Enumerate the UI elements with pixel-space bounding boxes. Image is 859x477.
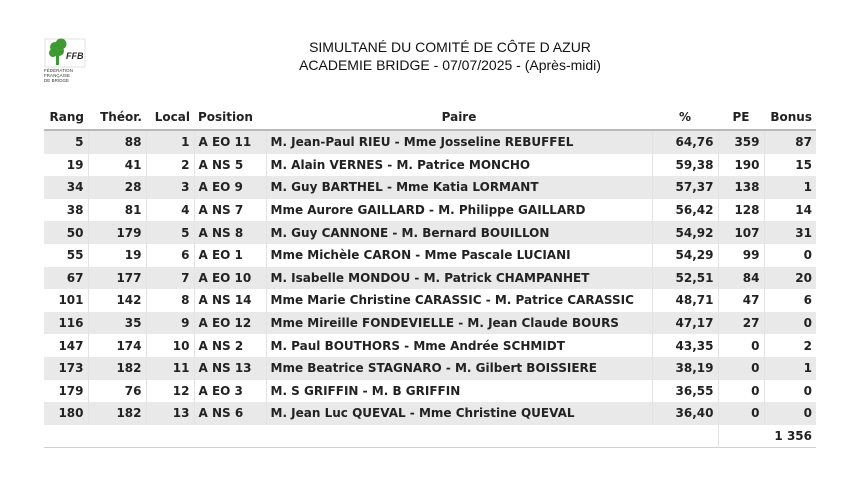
cell-pct: 36,40 — [652, 402, 718, 425]
cell-bonus: 0 — [764, 312, 816, 335]
cell-position: A EO 11 — [194, 130, 266, 154]
cell-bonus: 2 — [764, 334, 816, 357]
results-table — [44, 105, 816, 448]
cell-rang: 180 — [44, 402, 88, 425]
cell-rang: 38 — [44, 199, 88, 222]
cell-pe: 359 — [718, 130, 764, 154]
cell-local: 5 — [146, 221, 194, 244]
cell-bonus: 20 — [764, 267, 816, 290]
cell-theor: 142 — [88, 289, 146, 312]
col-header-bonus: Bonus — [764, 105, 816, 130]
page-title: SIMULTANÉ DU COMITÉ DE CÔTE D AZUR — [309, 39, 591, 55]
cell-local: 7 — [146, 267, 194, 290]
cell-bonus: 0 — [764, 402, 816, 425]
cell-theor: 28 — [88, 176, 146, 199]
cell-theor: 88 — [88, 130, 146, 154]
table-row — [44, 176, 816, 199]
cell-theor: 179 — [88, 221, 146, 244]
cell-pe: 84 — [718, 267, 764, 290]
cell-rang: 5 — [44, 130, 88, 154]
cell-local: 6 — [146, 244, 194, 267]
cell-local: 10 — [146, 334, 194, 357]
footer-spacer — [44, 425, 718, 448]
cell-position: A NS 2 — [194, 334, 266, 357]
cell-rang: 34 — [44, 176, 88, 199]
table-row — [44, 357, 816, 380]
cell-rang: 101 — [44, 289, 88, 312]
cell-pct: 57,37 — [652, 176, 718, 199]
table-row — [44, 267, 816, 290]
cell-pe: 138 — [718, 176, 764, 199]
cell-paire: M. Jean-Paul RIEU - Mme Josseline REBUFFEL — [266, 130, 652, 154]
cell-pe: 107 — [718, 221, 764, 244]
cell-pe: 128 — [718, 199, 764, 222]
cell-pe: 99 — [718, 244, 764, 267]
results-body — [44, 130, 816, 425]
cell-local: 1 — [146, 130, 194, 154]
cell-theor: 182 — [88, 357, 146, 380]
cell-position: A EO 9 — [194, 176, 266, 199]
table-row — [44, 221, 816, 244]
cell-theor: 35 — [88, 312, 146, 335]
cell-pct: 64,76 — [652, 130, 718, 154]
col-header-local: Local — [146, 105, 194, 130]
cell-pe: 0 — [718, 357, 764, 380]
cell-bonus: 1 — [764, 357, 816, 380]
col-header-pct: % — [652, 105, 718, 130]
cell-bonus: 31 — [764, 221, 816, 244]
cell-theor: 177 — [88, 267, 146, 290]
total-pe: 1 356 — [718, 425, 816, 448]
cell-local: 13 — [146, 402, 194, 425]
logo-caption-line: FRANÇAISE — [44, 73, 71, 78]
table-row — [44, 380, 816, 403]
table-header-row — [44, 105, 816, 130]
cell-bonus: 87 — [764, 130, 816, 154]
cell-bonus: 0 — [764, 380, 816, 403]
cell-theor: 19 — [88, 244, 146, 267]
logo-caption-line: FÉDÉRATION — [44, 68, 73, 73]
cell-position: A EO 3 — [194, 380, 266, 403]
cell-paire: M. Isabelle MONDOU - M. Patrick CHAMPANHET — [266, 267, 652, 290]
title-block — [200, 38, 700, 74]
cell-local: 8 — [146, 289, 194, 312]
cell-pct: 56,42 — [652, 199, 718, 222]
cell-pct: 43,35 — [652, 334, 718, 357]
cell-pct: 59,38 — [652, 154, 718, 177]
cell-local: 12 — [146, 380, 194, 403]
cell-pe: 190 — [718, 154, 764, 177]
logo-caption-line: DE BRIDGE — [44, 78, 70, 83]
cell-paire: Mme Aurore GAILLARD - M. Philippe GAILLARD — [266, 199, 652, 222]
cell-paire: M. Guy BARTHEL - Mme Katia LORMANT — [266, 176, 652, 199]
logo-label: FFB — [66, 51, 84, 61]
cell-pe: 47 — [718, 289, 764, 312]
cell-position: A NS 14 — [194, 289, 266, 312]
cell-position: A EO 1 — [194, 244, 266, 267]
cell-bonus: 14 — [764, 199, 816, 222]
table-row — [44, 334, 816, 357]
cell-paire: Mme Marie Christine CARASSIC - M. Patrice CARASSIC — [266, 289, 652, 312]
cell-paire: Mme Michèle CARON - Mme Pascale LUCIANI — [266, 244, 652, 267]
col-header-theor: Théor. — [88, 105, 146, 130]
cell-position: A NS 8 — [194, 221, 266, 244]
cell-paire: M. S GRIFFIN - M. B GRIFFIN — [266, 380, 652, 403]
cell-position: A EO 10 — [194, 267, 266, 290]
cell-position: A NS 5 — [194, 154, 266, 177]
cell-pe: 27 — [718, 312, 764, 335]
col-header-pe: PE — [718, 105, 764, 130]
cell-paire: Mme Beatrice STAGNARO - M. Gilbert BOISSIERE — [266, 357, 652, 380]
table-row — [44, 244, 816, 267]
cell-rang: 55 — [44, 244, 88, 267]
cell-rang: 173 — [44, 357, 88, 380]
cell-theor: 76 — [88, 380, 146, 403]
table-row — [44, 154, 816, 177]
cell-rang: 19 — [44, 154, 88, 177]
cell-pe: 0 — [718, 402, 764, 425]
cell-rang: 179 — [44, 380, 88, 403]
cell-theor: 182 — [88, 402, 146, 425]
cell-paire: Mme Mireille FONDEVIELLE - M. Jean Claude BOURS — [266, 312, 652, 335]
cell-rang: 67 — [44, 267, 88, 290]
table-row — [44, 199, 816, 222]
table-row — [44, 289, 816, 312]
cell-local: 3 — [146, 176, 194, 199]
table-row — [44, 312, 816, 335]
cell-position: A NS 7 — [194, 199, 266, 222]
cell-pct: 47,17 — [652, 312, 718, 335]
cell-rang: 147 — [44, 334, 88, 357]
col-header-paire: Paire — [266, 105, 652, 130]
cell-theor: 41 — [88, 154, 146, 177]
cell-pct: 48,71 — [652, 289, 718, 312]
cell-pe: 0 — [718, 380, 764, 403]
cell-local: 9 — [146, 312, 194, 335]
cell-paire: M. Guy CANNONE - M. Bernard BOUILLON — [266, 221, 652, 244]
cell-bonus: 0 — [764, 244, 816, 267]
cell-pct: 52,51 — [652, 267, 718, 290]
cell-pct: 36,55 — [652, 380, 718, 403]
cell-paire: M. Alain VERNES - M. Patrice MONCHO — [266, 154, 652, 177]
logo-caption — [44, 68, 86, 83]
cell-bonus: 6 — [764, 289, 816, 312]
page-subtitle: ACADEMIE BRIDGE - 07/07/2025 - (Après-midi) — [299, 57, 601, 73]
ffb-logo — [44, 38, 86, 88]
cell-position: A EO 12 — [194, 312, 266, 335]
table-footer-row — [44, 425, 816, 448]
cell-bonus: 15 — [764, 154, 816, 177]
cell-paire: M. Jean Luc QUEVAL - Mme Christine QUEVAL — [266, 402, 652, 425]
col-header-position: Position — [194, 105, 266, 130]
table-row — [44, 402, 816, 425]
cell-local: 2 — [146, 154, 194, 177]
cell-local: 11 — [146, 357, 194, 380]
cell-rang: 116 — [44, 312, 88, 335]
cell-pct: 54,92 — [652, 221, 718, 244]
cell-rang: 50 — [44, 221, 88, 244]
cell-bonus: 1 — [764, 176, 816, 199]
cell-theor: 81 — [88, 199, 146, 222]
cell-pe: 0 — [718, 334, 764, 357]
cell-pct: 54,29 — [652, 244, 718, 267]
cell-paire: M. Paul BOUTHORS - Mme Andrée SCHMIDT — [266, 334, 652, 357]
cell-local: 4 — [146, 199, 194, 222]
table-row — [44, 130, 816, 154]
cell-theor: 174 — [88, 334, 146, 357]
cell-position: A NS 13 — [194, 357, 266, 380]
cell-pct: 38,19 — [652, 357, 718, 380]
col-header-rang: Rang — [44, 105, 88, 130]
ffb-logo-icon — [44, 38, 86, 68]
cell-position: A NS 6 — [194, 402, 266, 425]
